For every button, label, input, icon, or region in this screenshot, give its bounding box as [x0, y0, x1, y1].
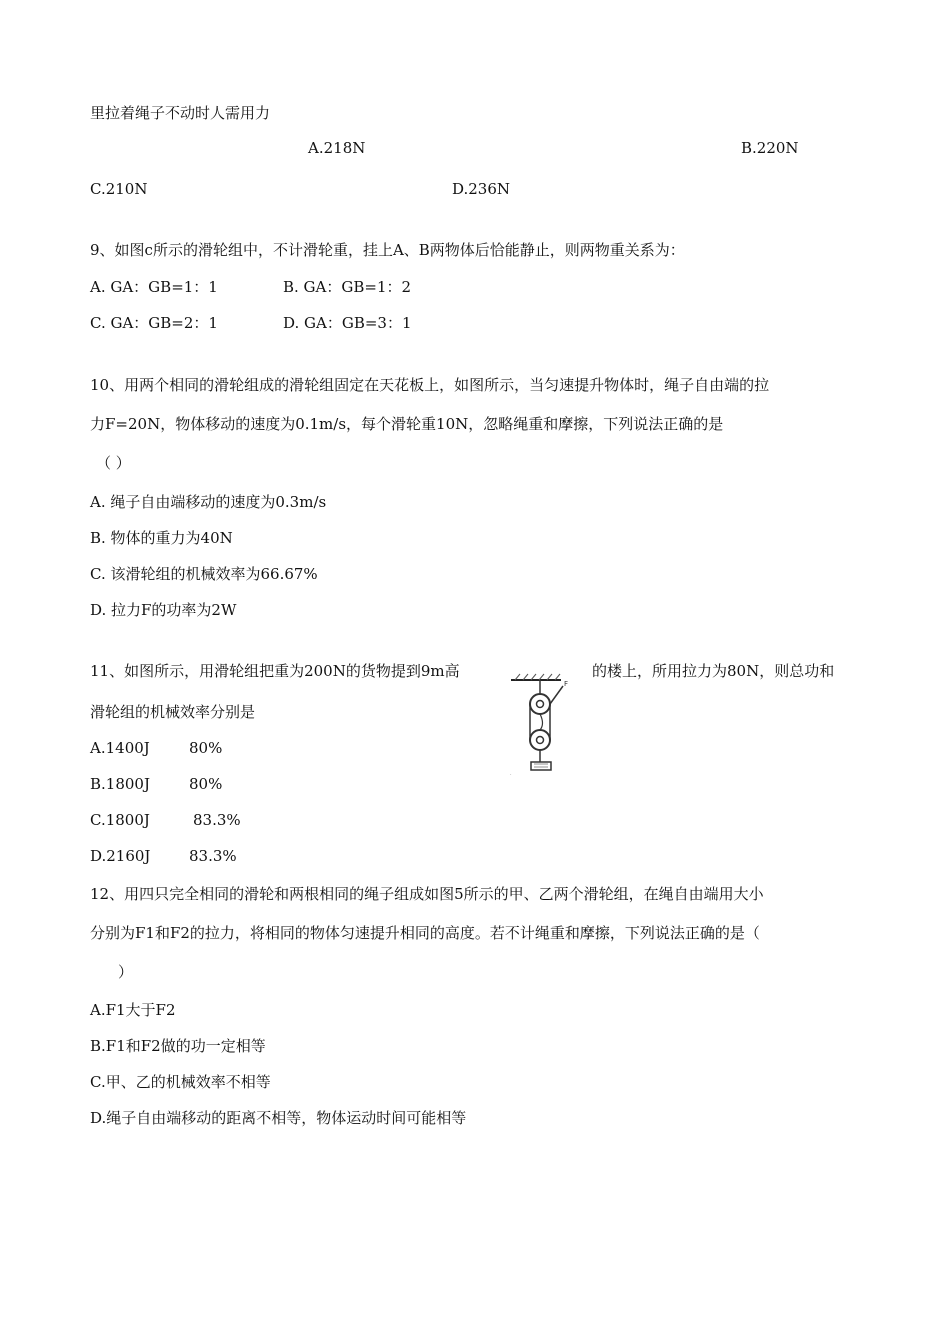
q8-option-c: C.210N — [90, 180, 148, 198]
q11-option-c-work: C.1800J — [90, 811, 150, 829]
q9-stem: 9、如图c所示的滑轮组中，不计滑轮重，挂上A、B两物体后恰能静止，则两物重关系为： — [90, 241, 685, 259]
q8-option-b: B.220N — [741, 139, 799, 157]
q11-option-c-efficiency: 83.3% — [193, 811, 241, 829]
q11-stem-line2: 滑轮组的机械效率分别是 — [90, 703, 256, 721]
q9-option-d: D. GA：GB=3：1 — [283, 314, 412, 332]
q10-option-b: B. 物体的重力为40N — [90, 529, 233, 547]
q11-option-a-efficiency: 80% — [189, 739, 223, 757]
q9-option-a: A. GA：GB=1：1 — [90, 278, 218, 296]
q12-stem-line1: 12、用四只完全相同的滑轮和两根相同的绳子组成如图5所示的甲、乙两个滑轮组，在绳自由端用大小 — [90, 885, 764, 903]
q10-answer-paren: （ ） — [96, 454, 131, 472]
load-block — [531, 762, 551, 770]
q11-option-b-work: B.1800J — [90, 775, 150, 793]
q12-stem-line3: ） — [118, 963, 134, 981]
q12-option-c: C.甲、乙的机械效率不相等 — [90, 1073, 271, 1091]
q12-stem-line2: 分别为F1和F2的拉力，将相同的物体匀速提升相同的高度。若不计绳重和摩擦，下列说法正确的是（ — [90, 924, 760, 942]
movable-pulley — [530, 730, 550, 750]
q10-stem-line2: 力F=20N，物体移动的速度为0.1m/s，每个滑轮重10N，忽略绳重和摩擦，下列说法正确的是 — [90, 415, 724, 433]
q11-stem-part2: 的楼上，所用拉力为80N，则总功和 — [592, 662, 835, 680]
q8-option-d: D.236N — [452, 180, 511, 198]
q11-option-d-work: D.2160J — [90, 847, 151, 865]
fixed-pulley — [530, 694, 550, 714]
svg-text:.: . — [510, 771, 512, 777]
rope-middle — [540, 714, 543, 730]
q11-option-d-efficiency: 83.3% — [189, 847, 237, 865]
q10-stem-line1: 10、用两个相同的滑轮组成的滑轮组固定在天花板上，如图所示，当匀速提升物体时，绳子自由端的拉 — [90, 376, 770, 394]
pulley-system-figure — [505, 668, 585, 778]
q8-stem-continuation: 里拉着绳子不动时人需用力 — [90, 104, 271, 122]
q11-option-b-efficiency: 80% — [189, 775, 223, 793]
q10-option-c: C. 该滑轮组的机械效率为66.67% — [90, 565, 318, 583]
q10-option-a: A. 绳子自由端移动的速度为0.3m/s — [90, 493, 327, 511]
q12-option-d: D.绳子自由端移动的距离不相等，物体运动时间可能相等 — [90, 1109, 467, 1127]
force-label: F — [564, 680, 569, 688]
q12-option-a: A.F1大于F2 — [90, 1001, 176, 1019]
q11-stem-part1: 11、如图所示，用滑轮组把重为200N的货物提到9m高 — [90, 662, 460, 680]
q8-option-a: A.218N — [308, 139, 366, 157]
q9-option-b: B. GA：GB=1：2 — [283, 278, 412, 296]
q10-option-d: D. 拉力F的功率为2W — [90, 601, 237, 619]
q9-option-c: C. GA：GB=2：1 — [90, 314, 218, 332]
rope-free-end — [550, 686, 563, 704]
q11-option-a-work: A.1400J — [90, 739, 150, 757]
q12-option-b: B.F1和F2做的功一定相等 — [90, 1037, 266, 1055]
